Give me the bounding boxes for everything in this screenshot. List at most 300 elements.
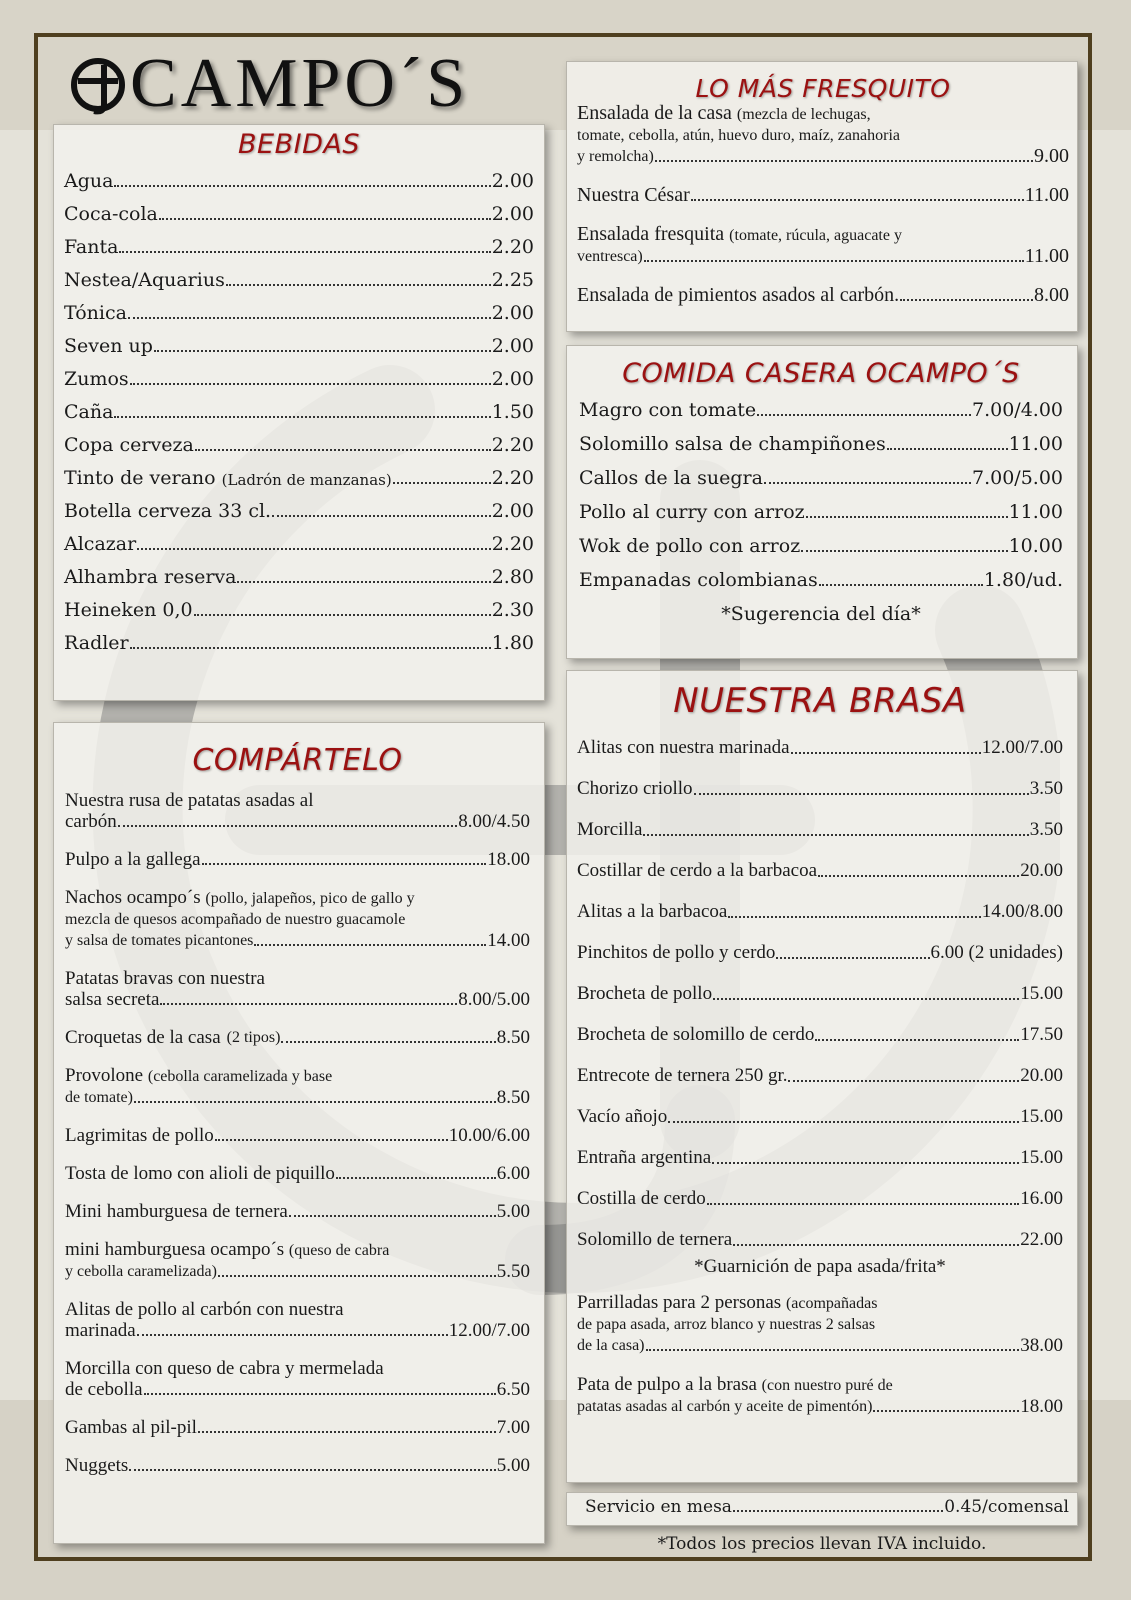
- item-price: 16.00: [1020, 1188, 1063, 1209]
- item-name: Nuestra rusa de patatas asadas al: [65, 790, 314, 811]
- servicio-label: Servicio en mesa: [585, 1497, 732, 1517]
- dot-leader: [160, 1002, 457, 1005]
- item-price: 2.25: [491, 269, 534, 291]
- item-label: de tomate): [65, 1089, 133, 1106]
- menu-item: [64, 269, 534, 291]
- item-price: 2.80: [491, 566, 534, 588]
- dot-leader: [668, 1120, 1019, 1123]
- item-line: de papa asada, arroz blanco y nuestras 2 salsas: [577, 1316, 876, 1333]
- item-note: (queso de cabra: [288, 1242, 390, 1259]
- item-line: [65, 968, 530, 989]
- item-label: Seven up: [64, 335, 153, 357]
- item-row: [65, 1201, 530, 1222]
- item-line: [577, 224, 1069, 246]
- menu-item: [64, 467, 534, 489]
- item-label: Zumos: [64, 368, 129, 390]
- item-row: [577, 285, 1069, 306]
- brasa-garnish: *Guarnición de papa asada/frita*: [694, 1256, 946, 1277]
- dot-leader: [272, 514, 491, 517]
- item-row: [579, 399, 1063, 421]
- servicio-row: [585, 1497, 1069, 1517]
- item-label: Callos de la suegra: [579, 467, 763, 489]
- menu-item: [65, 1455, 530, 1476]
- item-row: [577, 942, 1063, 964]
- brasa-list: [577, 737, 1063, 1251]
- fresquito-panel: [566, 61, 1078, 332]
- menu-item: [579, 501, 1063, 523]
- dot-leader: [137, 547, 491, 550]
- item-row: [64, 500, 534, 522]
- menu-item: [577, 819, 1063, 841]
- item-label: Croquetas de la casa: [65, 1027, 221, 1048]
- dot-leader: [776, 956, 929, 959]
- item-note: (cebolla caramelizada y base: [147, 1068, 333, 1085]
- bebidas-list: [64, 170, 534, 654]
- item-row: [65, 930, 530, 951]
- item-row: [577, 983, 1063, 1005]
- item-price: 20.00: [1020, 860, 1063, 881]
- item-line: [65, 1065, 530, 1087]
- item-label: salsa secreta: [65, 989, 160, 1010]
- item-label: Caña: [64, 401, 114, 423]
- dot-leader: [643, 833, 1028, 836]
- item-label: carbón: [65, 811, 117, 832]
- logo: [70, 44, 469, 124]
- item-label: Heineken 0,0: [64, 599, 193, 621]
- dot-leader: [713, 997, 1019, 1000]
- menu-item: [579, 569, 1063, 591]
- item-price: 2.00: [491, 302, 534, 324]
- item-note: (pollo, jalapeños, pico de gallo y: [205, 890, 415, 907]
- dot-leader: [393, 481, 491, 484]
- menu-item: [65, 790, 530, 832]
- item-line: [577, 1374, 1063, 1396]
- item-price: 2.20: [491, 434, 534, 456]
- menu-item: [65, 1299, 530, 1341]
- dot-leader: [887, 447, 1008, 450]
- dot-leader: [644, 259, 1024, 262]
- item-label: ventresca): [577, 248, 643, 265]
- item-name: Alitas de pollo al carbón con nuestra: [65, 1299, 344, 1320]
- bebidas-title: BEBIDAS: [238, 129, 360, 160]
- item-row: [577, 1106, 1063, 1128]
- item-price: 18.00: [487, 849, 530, 870]
- item-price: 11.00: [1008, 433, 1063, 455]
- dot-leader: [764, 481, 971, 484]
- menu-item: [64, 566, 534, 588]
- item-label: Nuggets: [65, 1455, 129, 1476]
- item-row: [64, 599, 534, 621]
- item-name: Patatas bravas con nuestra: [65, 968, 265, 989]
- menu-item: [577, 1374, 1063, 1417]
- item-price: 2.00: [491, 170, 534, 192]
- dot-leader: [733, 1509, 943, 1512]
- menu-item: [579, 535, 1063, 557]
- dot-leader: [757, 413, 971, 416]
- item-row: [65, 1125, 530, 1146]
- item-row: [577, 778, 1063, 800]
- item-row: [65, 1261, 530, 1282]
- item-price: 15.00: [1020, 983, 1063, 1004]
- dot-leader: [159, 217, 491, 220]
- dot-leader: [118, 824, 458, 827]
- item-label: Coca-cola: [64, 203, 158, 225]
- item-price: 22.00: [1020, 1229, 1063, 1250]
- item-row: [577, 1024, 1063, 1046]
- item-label: Chorizo criollo: [577, 778, 693, 799]
- item-row: [65, 1087, 530, 1108]
- item-row: [64, 401, 534, 423]
- dot-leader: [691, 198, 1024, 201]
- menu-item: [65, 1027, 530, 1048]
- item-row: [577, 819, 1063, 841]
- dot-leader: [655, 159, 1033, 162]
- item-note-inline: (Ladrón de manzanas): [221, 471, 392, 489]
- item-label: Lagrimitas de pollo: [65, 1125, 214, 1146]
- menu-item: [577, 103, 1069, 167]
- item-price: 8.00/5.00: [458, 989, 530, 1010]
- item-price: 11.00: [1008, 501, 1063, 523]
- item-name: Morcilla con queso de cabra y mermelada: [65, 1358, 384, 1379]
- item-label: y salsa de tomates picantones: [65, 932, 254, 949]
- item-price: 15.00: [1020, 1147, 1063, 1168]
- menu-item: [64, 500, 534, 522]
- item-note: (con nuestro puré de: [761, 1377, 893, 1394]
- menu-item: [577, 1188, 1063, 1210]
- item-price: 2.20: [491, 467, 534, 489]
- item-label: Empanadas colombianas: [579, 569, 818, 591]
- menu-item: [65, 1065, 530, 1108]
- item-row: [65, 1379, 530, 1400]
- item-label: Radler: [64, 632, 129, 654]
- item-line: mezcla de quesos acompañado de nuestro guacamole: [65, 911, 406, 928]
- item-label: Alitas a la barbacoa: [577, 901, 728, 922]
- item-note: (mezcla de lechugas,: [736, 106, 871, 123]
- dot-leader: [198, 1430, 496, 1433]
- dot-leader: [215, 1138, 448, 1141]
- item-note: (tomate, rúcula, aguacate y: [729, 227, 902, 244]
- dot-leader: [226, 283, 491, 286]
- dot-leader: [281, 1040, 495, 1043]
- item-price: 14.00: [487, 930, 530, 951]
- item-price: 8.00/4.50: [458, 811, 530, 832]
- item-row: [65, 1027, 530, 1048]
- menu-item: [64, 203, 534, 225]
- dot-leader: [289, 1214, 496, 1217]
- item-line: [577, 103, 1069, 125]
- item-label: Alhambra reserva: [64, 566, 237, 588]
- item-name: Parrilladas para 2 personas: [577, 1292, 782, 1313]
- item-price: 5.00: [496, 1201, 530, 1222]
- menu-item: [577, 1292, 1063, 1356]
- compartelo-panel: [53, 722, 545, 1544]
- brasa-extra-list: [577, 1292, 1063, 1417]
- item-row: [579, 433, 1063, 455]
- item-row: [65, 811, 530, 832]
- item-row: [577, 1335, 1063, 1356]
- item-row: [64, 335, 534, 357]
- menu-item: [577, 1024, 1063, 1046]
- item-label: Ensalada de pimientos asados al carbón.: [577, 284, 900, 306]
- item-row: [577, 1229, 1063, 1251]
- item-price: 3.50: [1029, 778, 1063, 799]
- item-price: 2.30: [491, 599, 534, 621]
- item-price: 20.00: [1020, 1065, 1063, 1086]
- item-row: [577, 1147, 1063, 1169]
- menu-item: [64, 434, 534, 456]
- item-label: Costilla de cerdo: [577, 1188, 706, 1209]
- item-price: 5.00: [496, 1455, 530, 1476]
- menu-item: [64, 368, 534, 390]
- bebidas-panel: [53, 124, 545, 701]
- item-label: Alitas con nuestra marinada: [577, 737, 790, 758]
- item-row: [579, 569, 1063, 591]
- item-row: [577, 860, 1063, 882]
- item-label: Pulpo a la gallega: [65, 849, 201, 870]
- dot-leader: [218, 1274, 496, 1277]
- item-price: 10.00/6.00: [448, 1125, 530, 1146]
- item-label: Entraña argentina: [577, 1147, 712, 1168]
- item-row: [64, 236, 534, 258]
- item-label: Vacío añojo: [577, 1106, 668, 1127]
- dot-leader: [130, 382, 491, 385]
- item-price: 11.00: [1024, 184, 1069, 206]
- item-row: [64, 269, 534, 291]
- menu-item: [577, 778, 1063, 800]
- item-row: [64, 533, 534, 555]
- item-row: [577, 1396, 1063, 1417]
- dot-leader: [202, 862, 487, 865]
- item-row: [65, 1320, 530, 1341]
- item-label: y cebolla caramelizada): [65, 1263, 217, 1280]
- item-price: 14.00/8.00: [981, 901, 1063, 922]
- item-row: [64, 566, 534, 588]
- dot-leader: [728, 915, 980, 918]
- item-row: [65, 849, 530, 870]
- dot-leader: [254, 943, 486, 946]
- item-price: 1.50: [491, 401, 534, 423]
- item-label: Wok de pollo con arroz: [579, 535, 801, 557]
- item-row: [577, 246, 1069, 267]
- casera-title: COMIDA CASERA OCAMPO´S: [622, 358, 1020, 389]
- item-note-inline: (2 tipos): [226, 1029, 281, 1046]
- item-price: 12.00/7.00: [448, 1320, 530, 1341]
- menu-item: [577, 1229, 1063, 1251]
- menu-item: [65, 849, 530, 870]
- item-price: 2.20: [491, 533, 534, 555]
- menu-item: [65, 1358, 530, 1400]
- menu-item: [577, 901, 1063, 923]
- item-row: [577, 1188, 1063, 1210]
- item-label: Fanta: [64, 236, 119, 258]
- dot-leader: [137, 1333, 448, 1336]
- item-label: Copa cerveza: [64, 434, 194, 456]
- item-price: 2.00: [491, 368, 534, 390]
- menu-item: [64, 533, 534, 555]
- item-row: [64, 368, 534, 390]
- item-label: Tinto de verano: [64, 467, 216, 489]
- item-price: 1.80/ud.: [983, 569, 1063, 591]
- dot-leader: [130, 646, 491, 649]
- item-row: [65, 989, 530, 1010]
- item-label: Mini hamburguesa de ternera: [65, 1201, 288, 1222]
- menu-item: [65, 1163, 530, 1184]
- item-row: [64, 632, 534, 654]
- item-row: [64, 302, 534, 324]
- menu-item: [577, 1065, 1063, 1087]
- servicio-panel: [566, 1492, 1078, 1526]
- menu-item: [577, 983, 1063, 1005]
- dot-leader: [819, 583, 983, 586]
- fresquito-list: [577, 103, 1069, 306]
- item-price: 8.00: [1034, 284, 1069, 306]
- item-note: (acompañadas: [785, 1295, 878, 1312]
- item-row: [64, 203, 534, 225]
- menu-item: [577, 185, 1069, 206]
- item-row: [579, 501, 1063, 523]
- item-price: 9.00: [1034, 145, 1069, 167]
- item-line: [65, 887, 530, 909]
- menu-item: [64, 170, 534, 192]
- dot-leader: [114, 415, 490, 418]
- item-row: [579, 535, 1063, 557]
- item-line: [65, 790, 530, 811]
- dot-leader: [900, 298, 1033, 301]
- casera-list: [579, 399, 1063, 591]
- menu-item: [577, 285, 1069, 306]
- item-row: [64, 170, 534, 192]
- dot-leader: [806, 515, 1008, 518]
- menu-item: [577, 860, 1063, 882]
- item-row: [577, 901, 1063, 923]
- item-name: Nachos ocampo´s: [65, 887, 201, 908]
- item-price: 7.00/5.00: [971, 467, 1063, 489]
- item-line: tomate, cebolla, atún, huevo duro, maíz, zanahoria: [577, 127, 900, 144]
- item-label: Brocheta de pollo: [577, 983, 713, 1004]
- item-label: Solomillo de ternera: [577, 1229, 733, 1250]
- fresquito-title: LO MÁS FRESQUITO: [695, 74, 951, 103]
- item-line: [65, 1358, 530, 1379]
- item-price: 6.00: [496, 1163, 530, 1184]
- item-row: [65, 1163, 530, 1184]
- dot-leader: [114, 184, 490, 187]
- item-price: 6.00 (2 unidades): [930, 942, 1063, 963]
- dot-leader: [194, 613, 491, 616]
- item-price: 7.00/4.00: [971, 399, 1063, 421]
- item-label: patatas asadas al carbón y aceite de pimentón): [577, 1398, 873, 1415]
- dot-leader: [694, 792, 1029, 795]
- item-price: 2.00: [491, 203, 534, 225]
- item-row: [577, 737, 1063, 759]
- menu-item: [579, 467, 1063, 489]
- item-line: [65, 1239, 530, 1261]
- item-price: 5.50: [496, 1261, 530, 1282]
- item-label: Botella cerveza 33 cl.: [64, 500, 272, 522]
- item-label: Solomillo salsa de champiñones: [579, 433, 886, 455]
- dot-leader: [791, 751, 981, 754]
- menu-item: [64, 632, 534, 654]
- dot-leader: [144, 1392, 496, 1395]
- item-row: [579, 467, 1063, 489]
- servicio-price: 0.45/comensal: [944, 1497, 1069, 1517]
- item-price: 6.50: [496, 1379, 530, 1400]
- dot-leader: [195, 448, 491, 451]
- item-label: Tónica: [64, 302, 127, 324]
- item-label: Alcazar: [64, 533, 137, 555]
- menu-item: [65, 968, 530, 1010]
- dot-leader: [119, 250, 490, 253]
- item-row: [64, 434, 534, 456]
- dot-leader: [336, 1176, 496, 1179]
- menu-item: [577, 224, 1069, 267]
- dot-leader: [712, 1161, 1019, 1164]
- menu-item: [579, 433, 1063, 455]
- dot-leader: [154, 349, 491, 352]
- menu-item: [64, 302, 534, 324]
- menu-item: [577, 1147, 1063, 1169]
- dot-leader: [128, 316, 491, 319]
- item-price: 2.20: [491, 236, 534, 258]
- item-label: Brocheta de solomillo de cerdo: [577, 1024, 815, 1045]
- dot-leader: [801, 549, 1007, 552]
- menu-item: [65, 1239, 530, 1282]
- item-label: Magro con tomate: [579, 399, 757, 421]
- dot-leader: [873, 1409, 1019, 1412]
- dot-leader: [134, 1100, 496, 1103]
- menu-item: [64, 401, 534, 423]
- item-label: de la casa): [577, 1337, 645, 1354]
- item-row: [65, 1417, 530, 1438]
- brasa-title: NUESTRA BRASA: [673, 681, 967, 721]
- menu-item: [64, 335, 534, 357]
- menu-item: [577, 737, 1063, 759]
- item-price: 1.80: [491, 632, 534, 654]
- footer-note: *Todos los precios llevan IVA incluido.: [657, 1534, 987, 1554]
- item-row: [577, 1065, 1063, 1087]
- logo-mark-icon: [70, 51, 126, 117]
- item-price: 15.00: [1020, 1106, 1063, 1127]
- item-name: Ensalada fresquita: [577, 223, 725, 245]
- dot-leader: [815, 1038, 1019, 1041]
- menu-item: [65, 1417, 530, 1438]
- dot-leader: [788, 1079, 1019, 1082]
- item-name: Pata de pulpo a la brasa: [577, 1374, 757, 1395]
- menu-item: [579, 399, 1063, 421]
- casera-panel: [566, 345, 1078, 659]
- item-label: Morcilla: [577, 819, 643, 840]
- dot-leader: [818, 874, 1019, 877]
- item-label: Entrecote de ternera 250 gr.: [577, 1065, 788, 1086]
- item-price: 8.50: [496, 1027, 530, 1048]
- item-row: [64, 467, 534, 489]
- item-price: 10.00: [1008, 535, 1063, 557]
- item-price: 11.00: [1024, 245, 1069, 267]
- item-price: 8.50: [496, 1087, 530, 1108]
- item-price: 38.00: [1020, 1335, 1063, 1356]
- menu-item: [65, 887, 530, 951]
- menu-item: [577, 1106, 1063, 1128]
- dot-leader: [237, 580, 490, 583]
- item-label: y remolcha): [577, 148, 654, 165]
- item-label: Agua: [64, 170, 114, 192]
- item-label: Nestea/Aquarius: [64, 269, 225, 291]
- menu-item: [577, 942, 1063, 964]
- item-label: Costillar de cerdo a la barbacoa: [577, 860, 818, 881]
- item-label: de cebolla: [65, 1379, 143, 1400]
- item-price: 3.50: [1029, 819, 1063, 840]
- compartelo-title: COMPÁRTELO: [192, 743, 403, 778]
- item-name: Ensalada de la casa: [577, 102, 732, 124]
